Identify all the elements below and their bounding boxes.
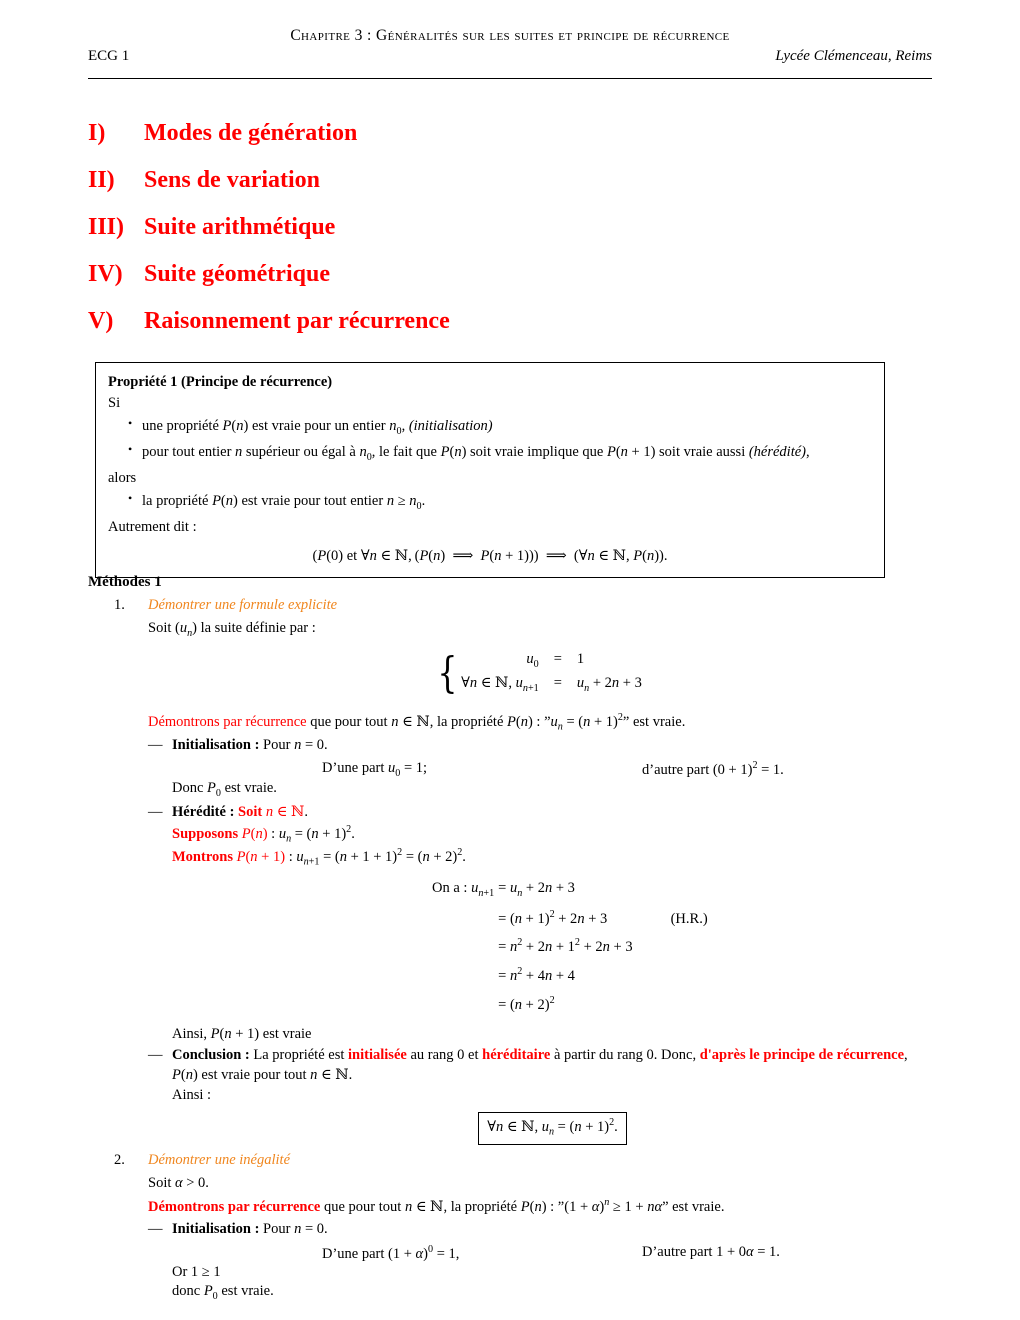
header-rule: [88, 78, 932, 79]
section-label-1: Modes de génération: [144, 120, 358, 146]
conclusion-principe: d'après le principe de récurrence: [699, 1047, 904, 1064]
heredite-montrons: Montrons P(n + 1) : $u_{n+1} = (n + 1 + 1)^2 = (n + 2)^2$.: [172, 847, 466, 868]
method-item-1-intro: Soit $(u_n)$ la suite définie par :: [148, 620, 316, 639]
method-item-2-number: 2.: [114, 1151, 125, 1168]
method-1-conclusion: — Conclusion : La propriété est initialisée au rang 0 et héréditaire à partir du rang 0. Donc, d'après le principe de récurrence, P(n) est vraie pour tout n ∈ ℕ. Ainsi : ∀n ∈ ℕ, $u_n = (n + 1)^2$.: [148, 1046, 933, 1145]
method-2-initialisation: — Initialisation : Pour n = 0. D’une part $(1 + \alpha)^0 = 1$, D’autre part 1 + 0α = 1. Or 1 ≥ 1 donc $P_0$ est vraie.: [148, 1220, 933, 1304]
init2-column-1: D’une part $(1 + \alpha)^0 = 1$,: [322, 1243, 460, 1262]
calc-row-2: = $(n + 1)^2 + 2n + 3$ (H.R.): [432, 904, 708, 933]
dash-marker: —: [148, 1220, 163, 1237]
section-heading-2: [88, 167, 928, 194]
page-header-title: Chapitre 3 : Généralités sur les suites et principe de récurrence: [290, 27, 730, 44]
section-label-5: Raisonnement par récurrence: [144, 308, 450, 334]
dash-marker: —: [148, 737, 163, 754]
method-item-1-heading: Démontrer une formule explicite: [148, 597, 338, 614]
montrons-label: Montrons: [172, 848, 233, 865]
dash-marker: —: [148, 803, 163, 820]
method-1-demo-line: Démontrons par récurrence que pour tout n ∈ ℕ, la propriété P(n) : $”u_n = (n + 1)^2$” est vraie.: [148, 711, 686, 733]
recurrence-system: [148, 649, 933, 703]
section-number-3: III): [88, 214, 125, 240]
section-number-2: II): [88, 167, 115, 193]
init-column-2: d’autre part $(0 + 1)^2 = 1$.: [642, 760, 784, 779]
section-label-2: Sens de variation: [144, 167, 321, 193]
heredite-ainsi: Ainsi, P(n + 1) est vraie: [172, 1025, 312, 1042]
result-box-wrapper: [172, 1112, 933, 1145]
property-bullet-1: • une propriété P(n) est vraie pour un entier $n_0$, (initialisation): [142, 416, 872, 439]
calc-note-hr: (H.R.): [670, 910, 708, 927]
calc-row-4: = $n^2 + 4n + 4$: [498, 965, 575, 984]
heredite-soit-math: n ∈ ℕ: [265, 803, 305, 820]
method-item-1-number: 1.: [114, 597, 125, 614]
section-heading-5: [88, 308, 928, 335]
page-header-right: Lycée Clémenceau, Reims: [775, 48, 932, 64]
property-bullet-3: • la propriété P(n) est vraie pour tout entier $n \ge n_0$.: [142, 491, 872, 514]
page-header-left: ECG 1: [88, 48, 130, 64]
heredite-supposons: Supposons P(n) : $u_n = (n + 1)^2$.: [172, 823, 355, 845]
init2-column-2: D’autre part 1 + 0α = 1.: [642, 1243, 780, 1260]
property-conclusion-list: [108, 491, 872, 514]
property-alors: alors: [108, 469, 137, 486]
section-label-3: Suite arithmétique: [144, 214, 336, 240]
method-1-heredite: — Hérédité : Soit n ∈ ℕ. Supposons P(n) : $u_n = (n + 1)^2$. Montrons P(n + 1) : $u_{n+1} = (n + 1 + 1)^2 = (n + 2)^2$. On a : $u_{n+1}$ = $u_n + 2n + 3$ = $(n + 1)^2 + 2n + 3$ (H.R.) = $n^2 + 2n + 1^2 + 2n + 3$ = $n^2 + 4n + 4$ = $(n + 2)^2$ Ainsi, P(n + 1) est vraie: [148, 803, 933, 1044]
property-si: Si: [108, 395, 121, 411]
method-item-2: [88, 1151, 933, 1304]
property-hypothesis-list: [108, 416, 872, 465]
heredite-computation: [172, 876, 933, 1019]
init-donc: Donc $P_0$ est vraie.: [172, 780, 277, 800]
conclusion-hereditaire: héréditaire: [482, 1047, 551, 1064]
heredite-label: Hérédité :: [172, 803, 235, 820]
method-2-demo-red: Démontrons par récurrence: [148, 1199, 321, 1216]
section-heading-1: [88, 120, 928, 147]
init2-two-columns: [172, 1243, 933, 1263]
init2-donc-line: donc $P_0$ est vraie.: [172, 1283, 274, 1303]
method-2-demo-line: Démontrons par récurrence que pour tout n ∈ ℕ, la propriété P(n) : ”(1 + α)$^n$ ≥ 1 + nα” est vraie.: [148, 1197, 725, 1216]
dash-marker: —: [148, 1047, 163, 1064]
calc-row-5: = $(n + 2)^2$: [498, 994, 555, 1013]
method-1-demo-red: Démontrons par récurrence: [148, 713, 307, 730]
section-heading-4: [88, 261, 928, 288]
method-1-initialisation: — Initialisation : Pour n = 0. D’une part $u_0 = 1$; d’autre part $(0 + 1)^2 = 1$. Donc $P_0$ est vraie.: [148, 736, 933, 800]
method-2-soit-alpha: Soit α > 0.: [148, 1174, 209, 1191]
conclusion-initialisee: initialisée: [348, 1047, 407, 1064]
init-two-columns: [172, 759, 933, 779]
method-item-1: [88, 596, 933, 1145]
methods-block: [88, 572, 933, 1304]
system-row-2: ∀n ∈ ℕ, $u_{n+1}$ = $u_n + 2n + 3$: [461, 674, 642, 694]
section-label-4: Suite géométrique: [144, 261, 330, 287]
property-box: [95, 362, 885, 578]
system-row-1: $u_0$ = 1: [526, 650, 585, 670]
calc-row-1: On a : $u_{n+1}$ = $u_n + 2n + 3$: [432, 880, 575, 900]
property-formula: (P(0) et ∀n ∈ ℕ, (P(n) ⟹ P(n + 1))) ⟹ (∀n ∈ ℕ, P(n)).: [312, 547, 668, 564]
system-brace: {: [437, 647, 458, 697]
supposons-math: P(n): [241, 825, 268, 842]
section-heading-3: [88, 214, 928, 241]
result-box: ∀n ∈ ℕ, $u_n = (n + 1)^2$.: [478, 1112, 627, 1145]
method-item-2-heading: Démontrer une inégalité: [148, 1151, 291, 1168]
heredite-soit: Soit: [238, 803, 263, 820]
conclusion-ainsi: Ainsi :: [172, 1086, 212, 1103]
supposons-label: Supposons: [172, 825, 239, 842]
section-list: [88, 120, 928, 355]
conclusion-label: Conclusion :: [172, 1047, 250, 1064]
property-title: Propriété 1 (Principe de récurrence): [108, 374, 333, 390]
init-label: Initialisation :: [172, 737, 260, 754]
init-column-1: D’une part $u_0 = 1$;: [322, 760, 428, 780]
property-bullet-2: • pour tout entier n supérieur ou égal à $n_0$, le fait que P(n) soit vraie implique que P(n + 1) soit vraie aussi (hérédité),: [142, 442, 872, 465]
calc-row-3: = $n^2 + 2n + 1^2 + 2n + 3$: [498, 937, 633, 956]
montrons-math: P(n + 1): [236, 848, 286, 865]
section-number-1: I): [88, 120, 106, 146]
property-autrement-dit: Autrement dit :: [108, 518, 197, 535]
section-number-5: V): [88, 308, 114, 334]
methods-title: Méthodes 1: [88, 574, 162, 590]
section-number-4: IV): [88, 261, 123, 287]
methods-enum: [88, 596, 933, 1304]
init2-or-line: Or 1 ≥ 1: [172, 1263, 221, 1280]
init-label-2: Initialisation :: [172, 1220, 260, 1237]
